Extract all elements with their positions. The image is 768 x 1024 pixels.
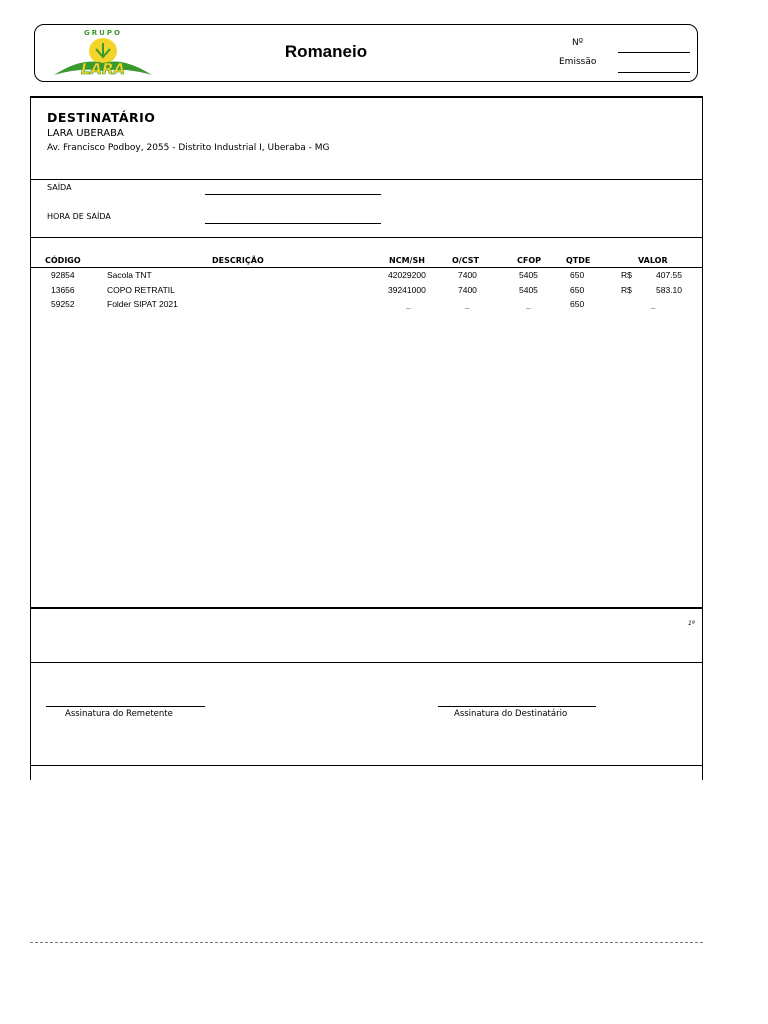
row-code: 13656 (51, 285, 75, 295)
recipient-signature-line[interactable] (438, 706, 596, 707)
recipient-signature-label: Assinatura do Destinatário (454, 709, 568, 719)
row-code: 59252 (51, 299, 75, 309)
recipient-address: Av. Francisco Podboy, 2055 - Distrito Industrial I, Uberaba - MG (47, 143, 330, 153)
row-cfop: _ (526, 300, 531, 309)
row-cst: _ (465, 300, 470, 309)
row-description: COPO RETRATIL (107, 285, 175, 295)
row-ncm: 39241000 (388, 285, 426, 295)
section-divider (30, 179, 703, 180)
departure-line[interactable] (205, 194, 381, 195)
sender-signature-line[interactable] (46, 706, 205, 707)
row-cfop: 5405 (519, 285, 538, 295)
col-header-qty: QTDE (566, 256, 591, 265)
departure-label: SAÍDA (47, 183, 72, 192)
row-ncm: _ (406, 300, 411, 309)
row-ncm: 42029200 (388, 270, 426, 280)
row-code: 92854 (51, 270, 75, 280)
row-value: _ (651, 300, 656, 309)
col-header-description: DESCRIÇÃO (212, 256, 264, 265)
row-cfop: 5405 (519, 270, 538, 280)
table-header-divider (30, 267, 703, 268)
copy-mark: 1ª (688, 620, 695, 627)
section-divider (30, 662, 703, 663)
col-header-ncm: NCM/SH (389, 256, 425, 265)
row-qty: 650 (570, 285, 585, 295)
issue-line[interactable] (618, 72, 690, 73)
row-cst: 7400 (458, 285, 477, 295)
number-label: Nº (572, 38, 583, 48)
sender-signature-label: Assinatura do Remetente (65, 709, 173, 719)
row-value: 583.10 (656, 285, 682, 295)
document-frame (30, 96, 703, 780)
cut-line (30, 942, 703, 943)
row-qty: 650 (570, 270, 585, 280)
items-section-end (30, 607, 703, 609)
document-title: Romaneio (284, 42, 368, 61)
col-header-cfop: CFOP (517, 256, 541, 265)
section-divider (30, 765, 703, 766)
row-value: 407.55 (656, 270, 682, 280)
col-header-value: VALOR (638, 256, 668, 265)
row-qty: 650 (570, 299, 585, 309)
company-logo (52, 27, 154, 81)
row-currency: R$ (621, 270, 632, 280)
row-description: Folder SIPAT 2021 (107, 299, 178, 309)
logo-brand-text: LARA (80, 60, 126, 78)
number-line[interactable] (618, 52, 690, 53)
section-divider (30, 237, 703, 238)
recipient-heading: DESTINATÁRIO (47, 110, 156, 125)
logo-group-text: GRUPO (84, 29, 122, 37)
row-currency: R$ (621, 285, 632, 295)
departure-time-line[interactable] (205, 223, 381, 224)
issue-label: Emissão (559, 57, 597, 67)
recipient-name: LARA UBERABA (47, 128, 124, 139)
row-cst: 7400 (458, 270, 477, 280)
departure-time-label: HORA DE SAÍDA (47, 212, 111, 221)
row-description: Sacola TNT (107, 270, 152, 280)
col-header-cst: O/CST (452, 256, 479, 265)
col-header-code: CÓDIGO (45, 256, 81, 265)
